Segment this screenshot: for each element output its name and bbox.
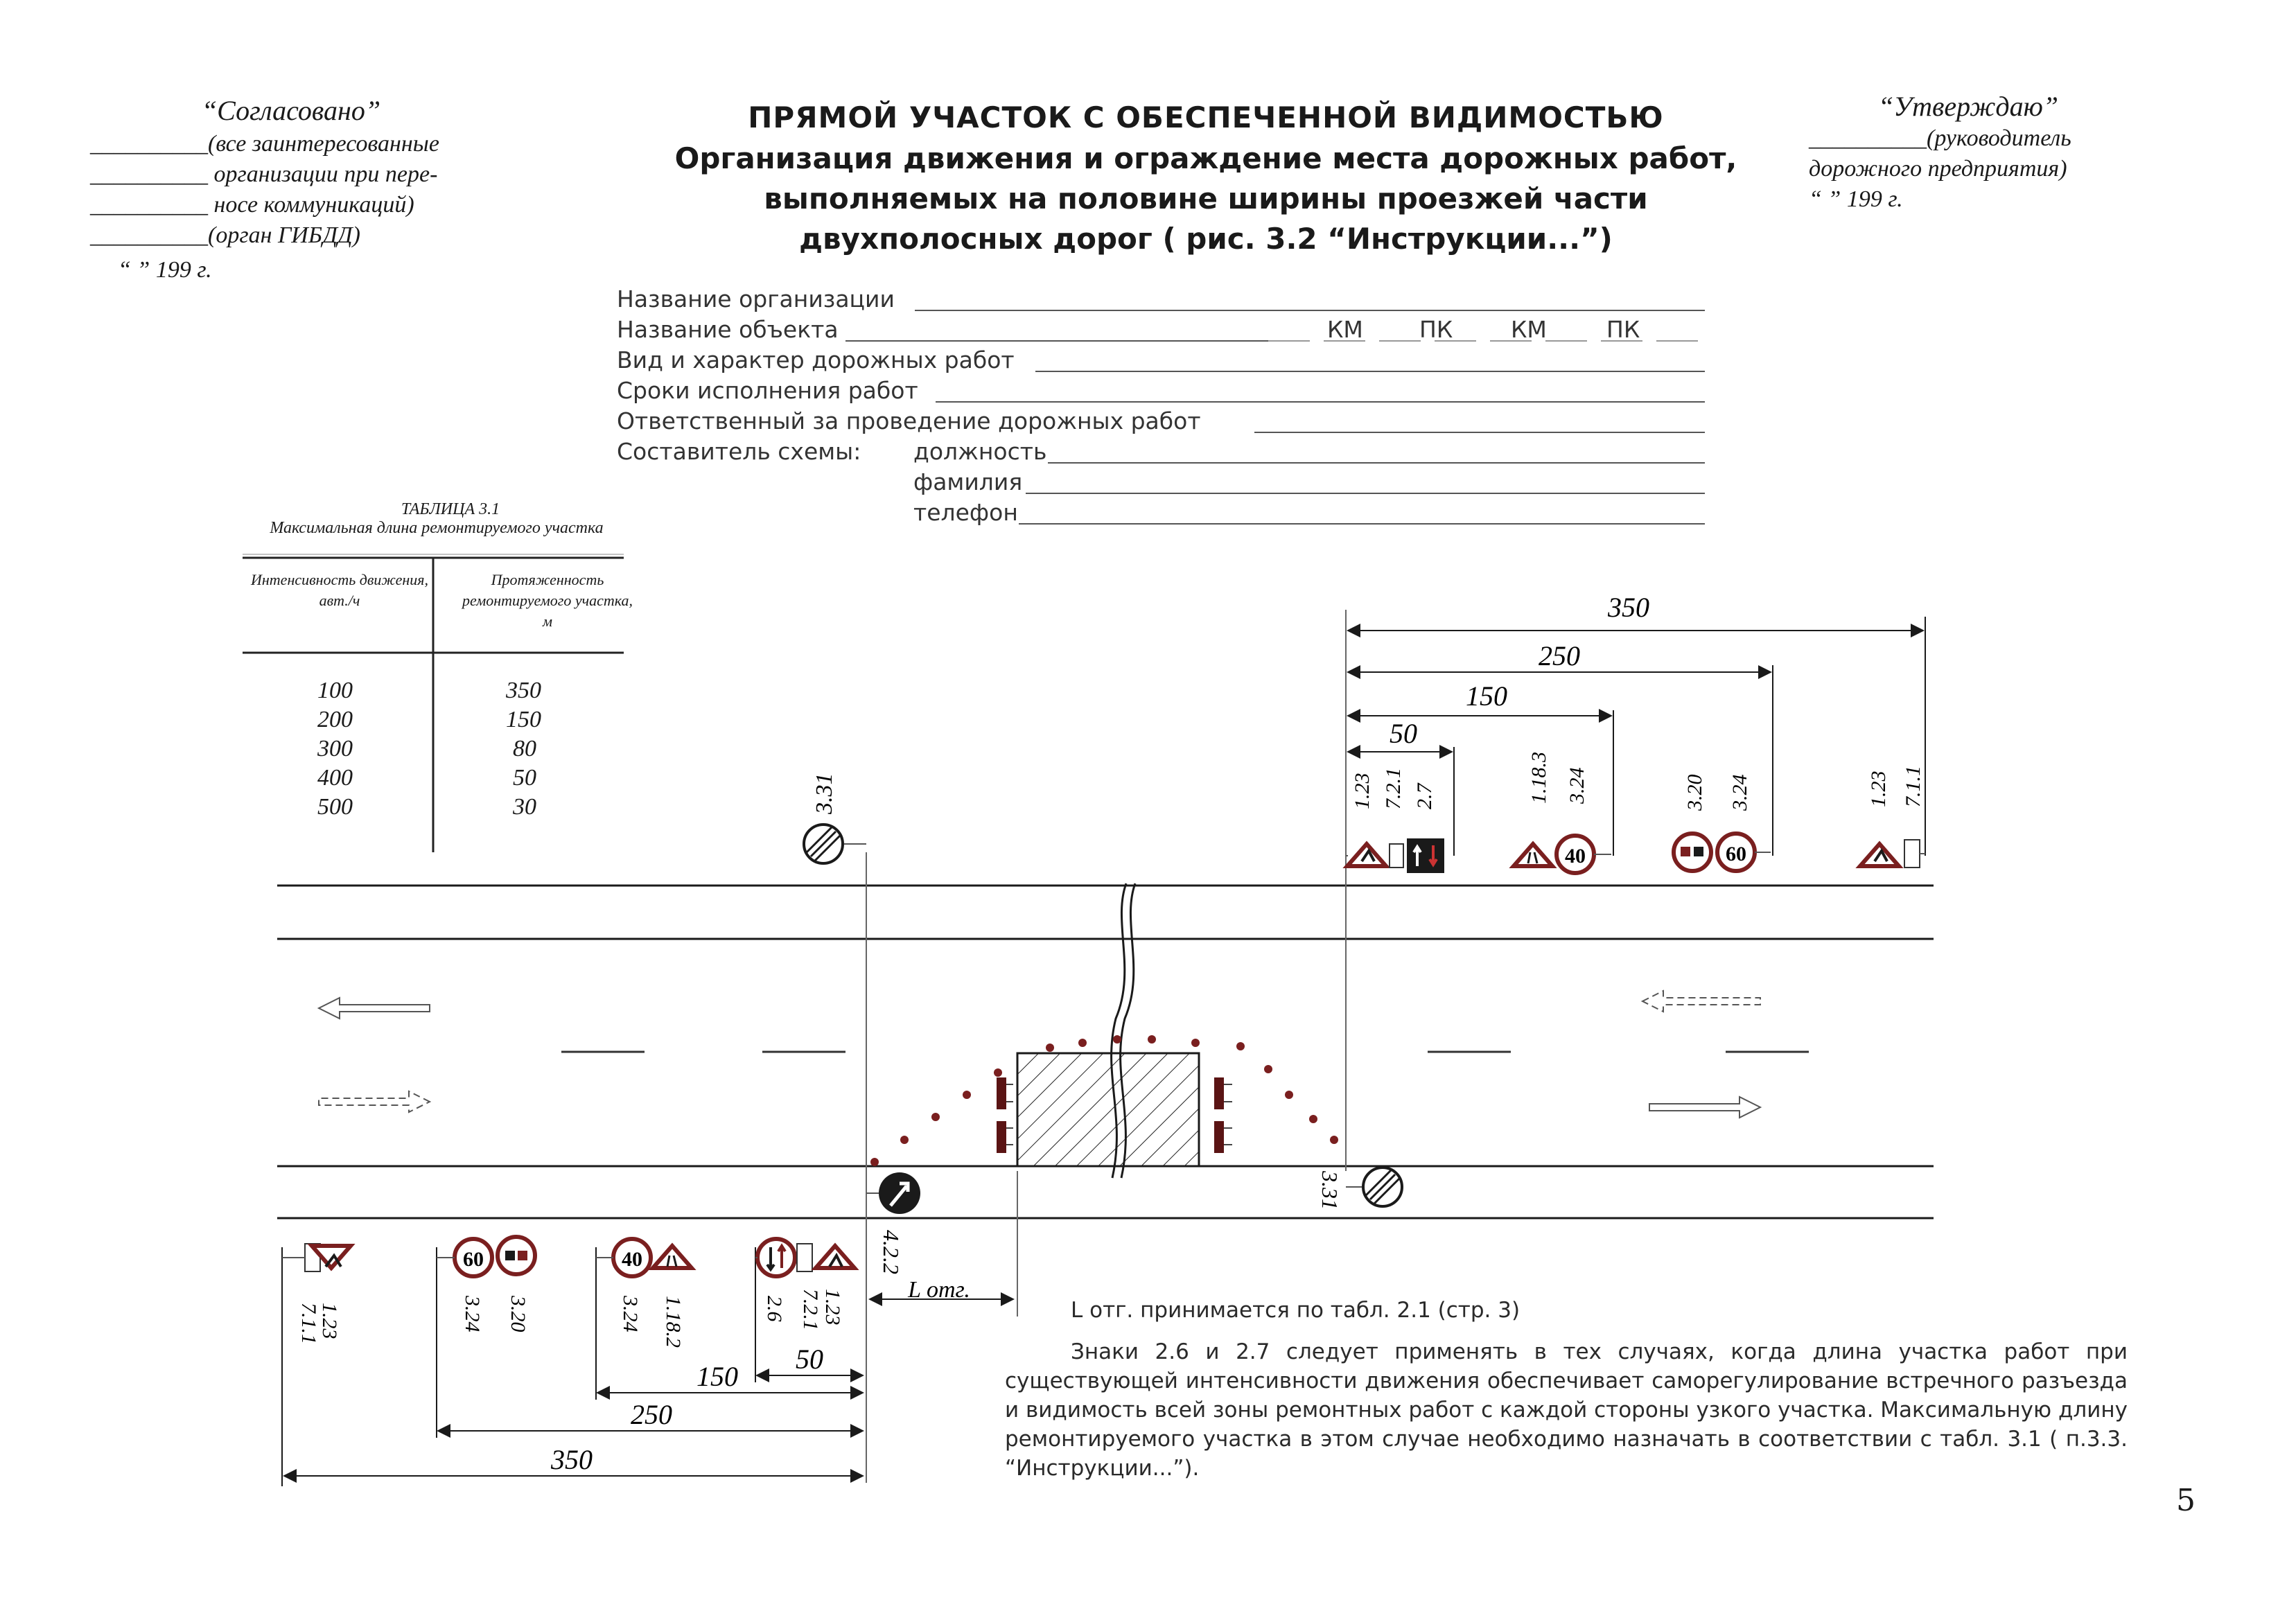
form-work-label: Вид и характер дорожных работ: [617, 346, 1015, 373]
page-number: 5: [2176, 1483, 2196, 1518]
table-cell: 30: [513, 794, 536, 820]
form-terms-label: Сроки исполнения работ: [617, 377, 918, 404]
form-pk1: ПК: [1419, 316, 1453, 343]
no-overtaking-sign-icon: [498, 1237, 535, 1274]
table-cell: 500: [317, 794, 353, 820]
dim-bottom-150: 150: [696, 1361, 738, 1392]
speed-40-top: 40: [1565, 845, 1586, 868]
plate-7-1-1-icon: [1904, 840, 1920, 868]
label-top-3-20: 3.20: [1683, 774, 1706, 811]
road-narrows-sign-icon: [1514, 844, 1552, 866]
agreed-title: “Согласовано”: [201, 95, 381, 126]
table-caption: ТАБЛИЦА 3.1: [401, 500, 500, 518]
form-position-label: должность: [913, 438, 1047, 465]
work-zone: [1017, 1053, 1199, 1166]
note-paragraph: Знаки 2.6 и 2.7 следует применять в тех случаях, когда длина участка работ при существующей интенсивности движения обеспечивает саморегулирование встречного разъезда и видимость всей зоны ремонтных работ с каждой стороны узкого участка. Максимальную длину ремонтируемого участка в этом случае необходимо назначать в соответствии с табл. 3.1 ( п.3.3. “Инструкции...”).: [1005, 1339, 2128, 1481]
label-bot-3-24-a: 3.24: [461, 1296, 484, 1332]
table-col-length: Протяженность ремонтируемого участка, м: [462, 571, 633, 630]
form-object-label: Название объекта: [617, 316, 839, 343]
approve-date: “ ” 199 г.: [1809, 186, 1903, 212]
road-edges: [277, 886, 1934, 1218]
form-pk2: ПК: [1606, 316, 1640, 343]
table-cell: 300: [317, 736, 353, 762]
note-line1: L отг. принимается по табл. 2.1 (стр. 3): [1071, 1298, 1521, 1323]
table-cell: 200: [317, 707, 353, 732]
agreed-line2: __________ организации при пере-: [90, 161, 438, 187]
road-narrows-sign-icon: [653, 1246, 692, 1268]
roadworks-sign-icon: [1860, 844, 1899, 866]
table-cell: 350: [506, 678, 541, 703]
label-3-31-top: 3.31: [812, 773, 837, 814]
keep-left-sign-icon: [866, 1172, 920, 1214]
form-responsible-label: Ответственный за проведение дорожных работ: [617, 407, 1201, 434]
label-top-7-2-1: 7.2.1: [1382, 768, 1405, 809]
table-cell: 100: [317, 678, 353, 703]
label-4-2-2: 4.2.2: [879, 1230, 904, 1274]
label-bot-1-23-b: 1.23: [821, 1289, 844, 1326]
table-cell: 50: [513, 765, 536, 791]
approve-line1: __________(руководитель: [1809, 125, 2071, 151]
table-subcaption: Максимальная длина ремонтируемого участка: [270, 519, 604, 537]
priority-oncoming-sign-icon: [1407, 838, 1444, 873]
plate-7-2-1-icon: [797, 1244, 812, 1271]
agreed-date: “ ” 199 г.: [118, 257, 212, 283]
lotg-label: L отг.: [908, 1277, 970, 1303]
label-bot-3-20: 3.20: [507, 1296, 529, 1332]
speed-40-bottom: 40: [622, 1248, 642, 1271]
form-org-label: Название организации: [617, 285, 895, 312]
speed-limit-sign-icon: [455, 1239, 492, 1276]
roadworks-sign-icon: [816, 1246, 855, 1268]
label-top-3-24-a: 3.24: [1566, 767, 1588, 804]
form-surname-label: фамилия: [913, 468, 1023, 495]
dim-bottom-250: 250: [631, 1399, 672, 1430]
label-bot-7-2-1: 7.2.1: [799, 1289, 822, 1330]
approve-title: “Утверждаю”: [1877, 91, 2059, 122]
label-top-2-7: 2.7: [1413, 783, 1436, 809]
speed-limit-sign-icon: [613, 1239, 651, 1276]
table-cell: 80: [513, 736, 536, 762]
table-cell: 150: [506, 707, 541, 732]
agreed-line3: __________ носе коммуникаций): [90, 192, 414, 218]
title-line4: двухполосных дорог ( рис. 3.2 “Инструкции...”): [799, 222, 1613, 256]
label-top-1-18-3: 1.18.3: [1527, 752, 1550, 804]
table-cell: 400: [317, 765, 353, 791]
label-bot-7-1-1: 7.1.1: [297, 1303, 320, 1344]
title-line2: Организация движения и ограждение места дорожных работ,: [674, 141, 1737, 175]
agreed-line1: __________(все заинтересованные: [90, 131, 439, 157]
dim-top-250: 250: [1539, 640, 1580, 671]
speed-limit-sign-icon: [1717, 834, 1755, 871]
roadworks-sign-icon: [1347, 844, 1386, 866]
dim-top-150: 150: [1466, 680, 1507, 712]
label-bot-2-6: 2.6: [763, 1296, 786, 1322]
label-top-7-1-1: 7.1.1: [1902, 766, 1925, 807]
label-top-3-24-b: 3.24: [1728, 774, 1751, 811]
table-col-intensity: Интенсивность движения, авт./ч: [250, 571, 429, 609]
label-bot-1-18-2: 1.18.2: [662, 1296, 685, 1348]
label-bot-3-24-b: 3.24: [619, 1296, 642, 1332]
label-top-1-23: 1.23: [1351, 773, 1374, 809]
label-top-1-23-b: 1.23: [1867, 771, 1890, 807]
note-block: [1005, 1296, 2128, 1483]
form-phone-label: телефон: [913, 499, 1018, 526]
end-restrictions-sign-icon: [1346, 1168, 1402, 1206]
give-way-oncoming-sign-icon: [757, 1239, 795, 1276]
label-bot-1-23: 1.23: [318, 1303, 341, 1339]
form-km1: КМ: [1327, 316, 1363, 343]
no-overtaking-sign-icon: [1674, 834, 1711, 871]
plate-7-2-1-icon: [1390, 844, 1403, 868]
title-line3: выполняемых на половине ширины проезжей части: [764, 182, 1648, 215]
dim-bottom-350: 350: [551, 1444, 593, 1475]
end-restrictions-sign-icon: [804, 825, 866, 863]
form-km2: КМ: [1511, 316, 1547, 343]
title-line1: ПРЯМОЙ УЧАСТОК С ОБЕСПЕЧЕННОЙ ВИДИМОСТЬЮ: [748, 100, 1664, 134]
form-author-label: Составитель схемы:: [617, 438, 861, 465]
dim-top-350: 350: [1608, 592, 1649, 623]
approve-line2: дорожного предприятия): [1809, 156, 2067, 182]
agreed-line4: __________(орган ГИБДД): [90, 222, 360, 248]
dim-bottom-50: 50: [796, 1344, 823, 1375]
speed-60-bottom: 60: [463, 1248, 484, 1271]
label-3-31-bottom: 3.31: [1317, 1171, 1342, 1210]
speed-limit-sign-icon: [1557, 836, 1594, 873]
dim-top-50: 50: [1390, 718, 1417, 749]
speed-60-top: 60: [1726, 843, 1746, 865]
